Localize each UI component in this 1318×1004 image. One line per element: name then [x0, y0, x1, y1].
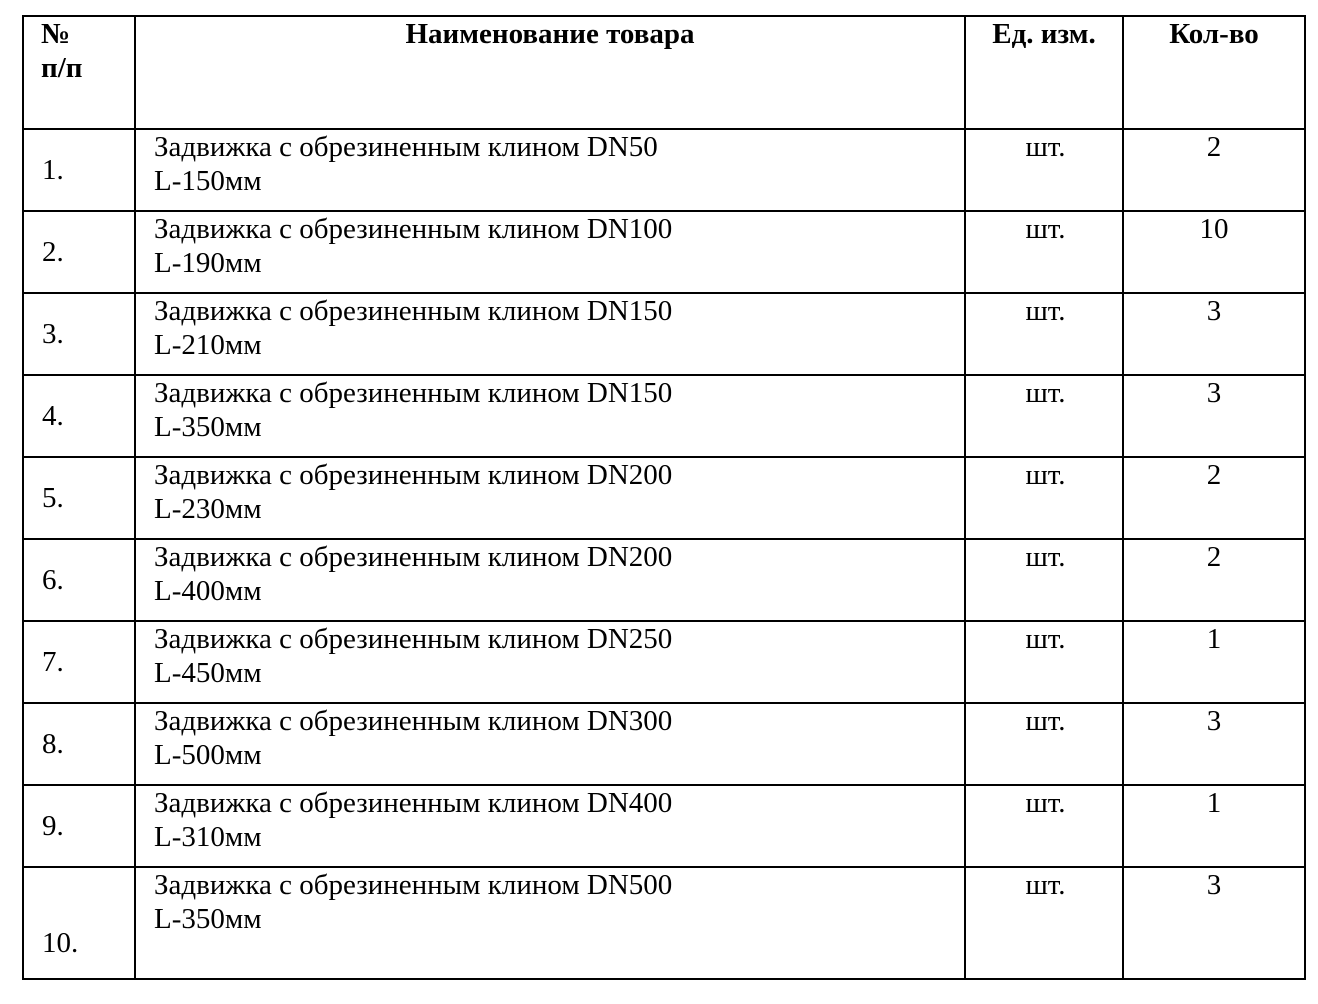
cell-qty: 1: [1123, 785, 1305, 867]
item-length: L-500мм: [154, 739, 262, 771]
header-num: [23, 16, 135, 129]
item-name: Задвижка с обрезиненным клином DN400: [154, 787, 673, 819]
table-header-row: [23, 16, 1305, 129]
header-name: [135, 16, 965, 129]
header-qty: [1123, 16, 1305, 129]
item-name: Задвижка с обрезиненным клином DN150: [154, 377, 673, 409]
item-length: L-450мм: [154, 657, 262, 689]
cell-num: 4.: [23, 375, 135, 457]
cell-unit: шт.: [965, 211, 1123, 293]
item-length: L-210мм: [154, 329, 262, 361]
cell-unit: шт.: [965, 703, 1123, 785]
cell-qty: 3: [1123, 703, 1305, 785]
table-row: [23, 785, 1305, 867]
item-name: Задвижка с обрезиненным клином DN150: [154, 295, 673, 327]
header-qty-label: Кол-во: [1169, 18, 1259, 50]
item-length: L-230мм: [154, 493, 262, 525]
item-name: Задвижка с обрезиненным клином DN100: [154, 213, 673, 245]
cell-name: [135, 539, 965, 621]
item-name: Задвижка с обрезиненным клином DN500: [154, 869, 673, 901]
table-row: [23, 375, 1305, 457]
table-row: [23, 457, 1305, 539]
goods-table: [22, 15, 1306, 980]
cell-num: 6.: [23, 539, 135, 621]
cell-qty: 2: [1123, 539, 1305, 621]
table-row: [23, 539, 1305, 621]
cell-num: 3.: [23, 293, 135, 375]
cell-qty: 3: [1123, 375, 1305, 457]
cell-name: [135, 375, 965, 457]
table-row: [23, 211, 1305, 293]
table-row: [23, 129, 1305, 211]
cell-qty: 10: [1123, 211, 1305, 293]
cell-name: [135, 293, 965, 375]
cell-num: 7.: [23, 621, 135, 703]
item-length: L-350мм: [154, 903, 262, 935]
cell-name: [135, 785, 965, 867]
item-name: Задвижка с обрезиненным клином DN300: [154, 705, 673, 737]
cell-qty: 3: [1123, 867, 1305, 979]
cell-num: 2.: [23, 211, 135, 293]
cell-unit: шт.: [965, 129, 1123, 211]
cell-name: [135, 703, 965, 785]
table-row: [23, 293, 1305, 375]
item-length: L-150мм: [154, 165, 262, 197]
item-name: Задвижка с обрезиненным клином DN200: [154, 459, 673, 491]
cell-qty: 2: [1123, 129, 1305, 211]
header-num-label: № п/п: [41, 18, 83, 84]
header-unit-label: Ед. изм.: [992, 18, 1096, 50]
cell-unit: шт.: [965, 457, 1123, 539]
header-unit: [965, 16, 1123, 129]
cell-name: [135, 457, 965, 539]
cell-name: [135, 621, 965, 703]
cell-unit: шт.: [965, 293, 1123, 375]
cell-unit: шт.: [965, 539, 1123, 621]
item-length: L-350мм: [154, 411, 262, 443]
cell-unit: шт.: [965, 785, 1123, 867]
table-row: [23, 621, 1305, 703]
cell-num: 10.: [23, 867, 135, 979]
cell-unit: шт.: [965, 621, 1123, 703]
cell-qty: 2: [1123, 457, 1305, 539]
cell-num: 1.: [23, 129, 135, 211]
item-name: Задвижка с обрезиненным клином DN250: [154, 623, 673, 655]
item-length: L-190мм: [154, 247, 262, 279]
cell-qty: 3: [1123, 293, 1305, 375]
table-row: [23, 867, 1305, 979]
cell-qty: 1: [1123, 621, 1305, 703]
cell-num: 9.: [23, 785, 135, 867]
cell-unit: шт.: [965, 375, 1123, 457]
cell-unit: шт.: [965, 867, 1123, 979]
table-row: [23, 703, 1305, 785]
cell-num: 5.: [23, 457, 135, 539]
item-name: Задвижка с обрезиненным клином DN200: [154, 541, 673, 573]
item-length: L-400мм: [154, 575, 262, 607]
cell-num: 8.: [23, 703, 135, 785]
header-name-label: Наименование товара: [405, 18, 695, 50]
item-length: L-310мм: [154, 821, 262, 853]
cell-name: [135, 867, 965, 979]
cell-name: [135, 129, 965, 211]
cell-name: [135, 211, 965, 293]
item-name: Задвижка с обрезиненным клином DN50: [154, 131, 658, 163]
